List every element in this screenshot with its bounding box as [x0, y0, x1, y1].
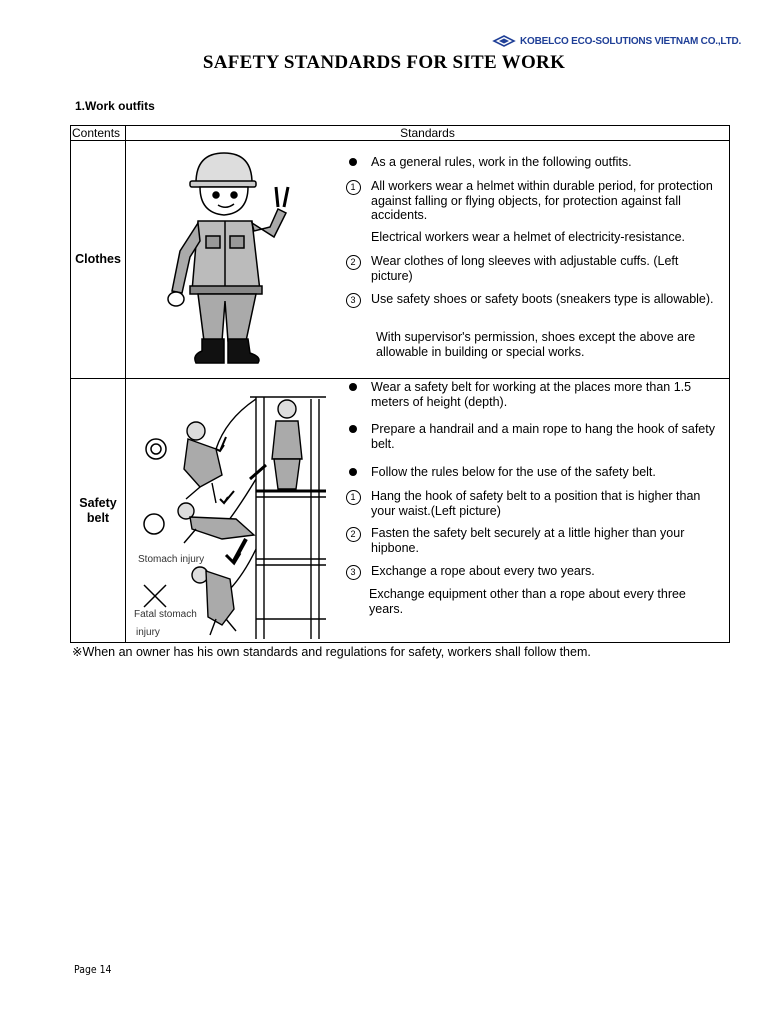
list-item: Wear a safety belt for working at the places more than 1.5 meters of height (depth).: [345, 380, 723, 409]
list-item: Exchange equipment other than a rope about every three years.: [369, 587, 686, 616]
kobelco-diamond-icon: [492, 35, 516, 47]
label-clothes: Clothes: [71, 141, 126, 379]
circled-number-icon: 2: [346, 527, 361, 542]
list-item: Follow the rules below for the use of the safety belt.: [345, 465, 723, 480]
circled-number-icon: 3: [346, 293, 361, 308]
list-item: 3 Use safety shoes or safety boots (sneakers type is allowable).: [345, 292, 723, 307]
list-item: 2 Wear clothes of long sleeves with adjustable cuffs. (Left picture): [345, 254, 723, 283]
list-item: With supervisor's permission, shoes except the above are allowable in building or special works.: [376, 330, 696, 359]
page-number: Page 14: [74, 963, 112, 976]
caption-stomach-injury: Stomach injury: [138, 554, 205, 565]
caption-fatal-line1: Fatal stomach: [134, 609, 197, 620]
footnote: ※When an owner has his own standards and regulations for safety, workers shall follow them.: [72, 645, 591, 659]
header-standards: Standards: [126, 126, 730, 141]
list-item: As a general rules, work in the following outfits.: [345, 155, 723, 170]
circled-number-icon: 3: [346, 565, 361, 580]
bullet-icon: [349, 425, 357, 433]
clothes-cell: [126, 141, 730, 379]
table-row-clothes: [71, 141, 730, 379]
list-item: 2 Fasten the safety belt securely at a little higher than your hipbone.: [345, 526, 723, 555]
caption-fatal-line2: injury: [136, 627, 160, 638]
standards-table: [70, 125, 730, 643]
page-title: SAFETY STANDARDS FOR SITE WORK: [202, 52, 566, 73]
list-item: Electrical workers wear a helmet of electricity-resistance.: [371, 230, 685, 244]
company-logo: [492, 35, 741, 47]
worker-illustration: [126, 141, 341, 378]
bullet-icon: [349, 383, 357, 391]
section-title: 1.Work outfits: [75, 99, 155, 113]
bullet-icon: [349, 158, 357, 166]
safety-belt-cell: [126, 379, 730, 643]
circled-number-icon: 2: [346, 255, 361, 270]
safety-belt-illustration: [126, 379, 341, 642]
table-row-safety-belt: [71, 379, 730, 643]
label-safety-belt: Safety belt: [71, 379, 126, 643]
header-contents: Contents: [71, 126, 126, 141]
list-item: Prepare a handrail and a main rope to hang the hook of safety belt.: [345, 422, 723, 451]
company-name: KOBELCO ECO-SOLUTIONS VIETNAM CO.,LTD.: [520, 35, 742, 47]
list-item: 1 Hang the hook of safety belt to a position that is higher than your waist.(Left picture): [345, 489, 723, 518]
list-item: 3 Exchange a rope about every two years.: [345, 564, 723, 579]
circled-number-icon: 1: [346, 490, 361, 505]
circled-number-icon: 1: [346, 180, 361, 195]
bullet-icon: [349, 468, 357, 476]
list-item: 1 All workers wear a helmet within durable period, for protection against falling or flying objects, for protection against fall accidents.: [345, 179, 723, 223]
table-header-row: [71, 126, 730, 141]
